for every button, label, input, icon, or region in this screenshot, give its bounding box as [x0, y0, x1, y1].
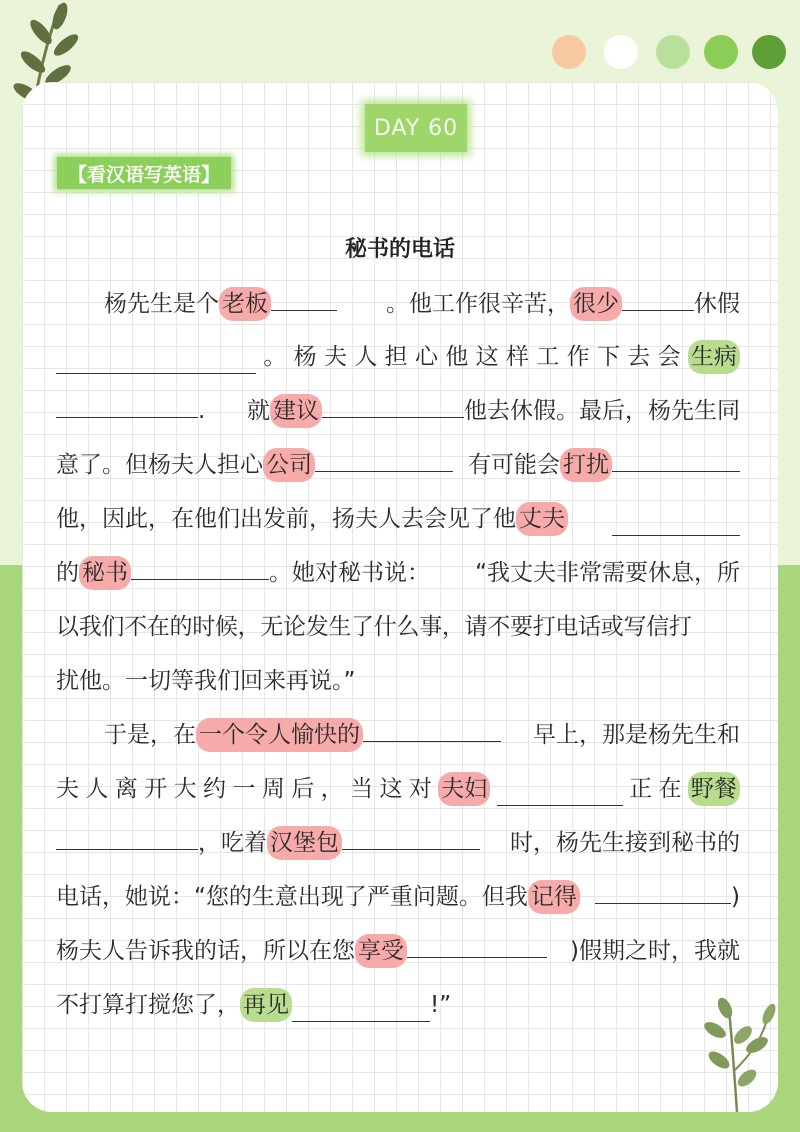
answer-blank[interactable] [271, 286, 337, 311]
story-text: 心 [414, 344, 438, 370]
highlighted-word: 公司 [263, 448, 315, 482]
story-line [56, 554, 740, 590]
story-line [104, 285, 740, 321]
answer-blank[interactable] [315, 447, 453, 472]
highlighted-word: 打扰 [560, 448, 612, 482]
palette-dot-peach [552, 35, 586, 69]
story-text: 杨先生是个 [104, 291, 219, 317]
story-text: 开 [144, 776, 168, 802]
highlighted-word: 秘书 [79, 556, 131, 590]
answer-blank[interactable] [56, 349, 256, 374]
story-text: ) [731, 884, 740, 910]
story-text: “我丈夫非常需要休息，所 [475, 560, 740, 586]
answer-blank[interactable] [363, 717, 501, 742]
answer-blank[interactable] [131, 555, 269, 580]
story-text: 他，因此，在他们出发前，扬夫人去会见了他 [56, 506, 516, 532]
story-text: 夫 [56, 776, 79, 802]
highlighted-word: 建议 [270, 394, 322, 428]
story-text: 会 [657, 344, 681, 370]
story-text: 电话，她说：“您的生意出现了严重问题。但我 [56, 884, 528, 910]
answer-blank[interactable] [595, 879, 731, 904]
highlighted-word: 汉堡包 [267, 826, 342, 860]
story-line [56, 824, 740, 860]
answer-blank[interactable] [497, 781, 623, 806]
story-line [56, 932, 740, 968]
story-text: )假期之时，我就 [570, 938, 740, 964]
story-text: 他去休假。最后，杨先生同 [464, 398, 740, 424]
story-text: ， [320, 776, 344, 802]
highlighted-word: 丈夫 [516, 502, 568, 536]
story-line [56, 500, 740, 536]
day-badge: DAY 60 [365, 104, 467, 152]
palette-dot-white [604, 35, 638, 69]
story-line [56, 608, 740, 644]
story-text: 杨夫人告诉我的话，所以在您 [56, 938, 355, 964]
story-text: 时，杨先生接到秘书的 [510, 830, 740, 856]
story-text: 于是，在 [104, 722, 196, 748]
story-text: 。他工作很辛苦， [386, 291, 570, 317]
highlighted-word: 野餐 [688, 772, 740, 806]
story-text: 离 [114, 776, 138, 802]
story-text: 意了。但杨夫人担心 [56, 452, 263, 478]
answer-blank[interactable] [612, 511, 740, 536]
story-text: 在 [658, 776, 682, 802]
story-title: 秘书的电话 [344, 237, 455, 262]
highlighted-word: 老板 [219, 287, 271, 321]
story-text: 杨 [293, 344, 317, 370]
answer-blank[interactable] [622, 286, 694, 311]
story-text: 夫 [323, 344, 347, 370]
highlighted-word: 夫妇 [438, 772, 490, 806]
story-text: . [198, 398, 206, 424]
story-text: 对 [408, 776, 432, 802]
story-text: 当 [350, 776, 374, 802]
section-label: 【看汉语写英语】 [57, 157, 231, 189]
story-text: 以我们不在的时候，无论发生了什么事，请不要打电话或写信打 [56, 614, 692, 640]
palette-dot-green [704, 35, 738, 69]
highlighted-word: 记得 [528, 880, 580, 914]
answer-blank[interactable] [56, 393, 198, 418]
story-text: 作 [566, 344, 590, 370]
story-text: 大 [173, 776, 197, 802]
story-text: 扰他。一切等我们回来再说。” [56, 668, 356, 694]
story-text: 这 [475, 344, 499, 370]
story-line [56, 878, 740, 914]
story-text: 正 [629, 776, 653, 802]
answer-blank[interactable] [342, 825, 480, 850]
story-text: 人 [354, 344, 378, 370]
story-text: 休假 [694, 291, 740, 317]
story-line [104, 716, 740, 752]
highlighted-word: 享受 [355, 934, 407, 968]
story-text: 后 [291, 776, 315, 802]
story-text: 下 [596, 344, 620, 370]
story-text: 去 [627, 344, 651, 370]
highlighted-word: 很少 [570, 287, 622, 321]
story-text: !” [430, 992, 452, 1018]
palette-dot-light-green [656, 35, 690, 69]
story-line [56, 662, 740, 698]
story-text: 人 [85, 776, 109, 802]
story-text: 这 [379, 776, 403, 802]
story-text: 不打算打搅您了， [56, 992, 240, 1018]
story-line [56, 392, 740, 428]
story-text: 就 [247, 398, 270, 424]
story-line [56, 986, 740, 1022]
highlighted-word: 再见 [240, 988, 292, 1022]
story-text: 样 [505, 344, 529, 370]
story-text: 工 [536, 344, 560, 370]
story-text: 。她对秘书说： [269, 560, 430, 586]
story-text: 一 [232, 776, 256, 802]
story-text: 的 [56, 560, 79, 586]
answer-blank[interactable] [407, 933, 547, 958]
story-line [56, 338, 740, 374]
plant-sprig-icon [695, 990, 785, 1115]
story-text: 担 [384, 344, 408, 370]
answer-blank[interactable] [322, 393, 464, 418]
answer-blank[interactable] [56, 825, 198, 850]
story-line [56, 446, 740, 482]
story-line [56, 770, 740, 806]
story-text: ，吃着 [198, 830, 267, 856]
story-text: 早上，那是杨先生和 [533, 722, 740, 748]
answer-blank[interactable] [612, 447, 740, 472]
answer-blank[interactable] [292, 997, 430, 1022]
palette-dot-dark-green [752, 35, 786, 69]
story-text: 有可能会 [468, 452, 560, 478]
highlighted-word: 生病 [688, 340, 740, 374]
story-text: 周 [261, 776, 285, 802]
story-text: 。 [263, 344, 287, 370]
highlighted-word: 一个令人愉快的 [196, 718, 363, 752]
story-text: 他 [445, 344, 469, 370]
story-text: 约 [203, 776, 227, 802]
